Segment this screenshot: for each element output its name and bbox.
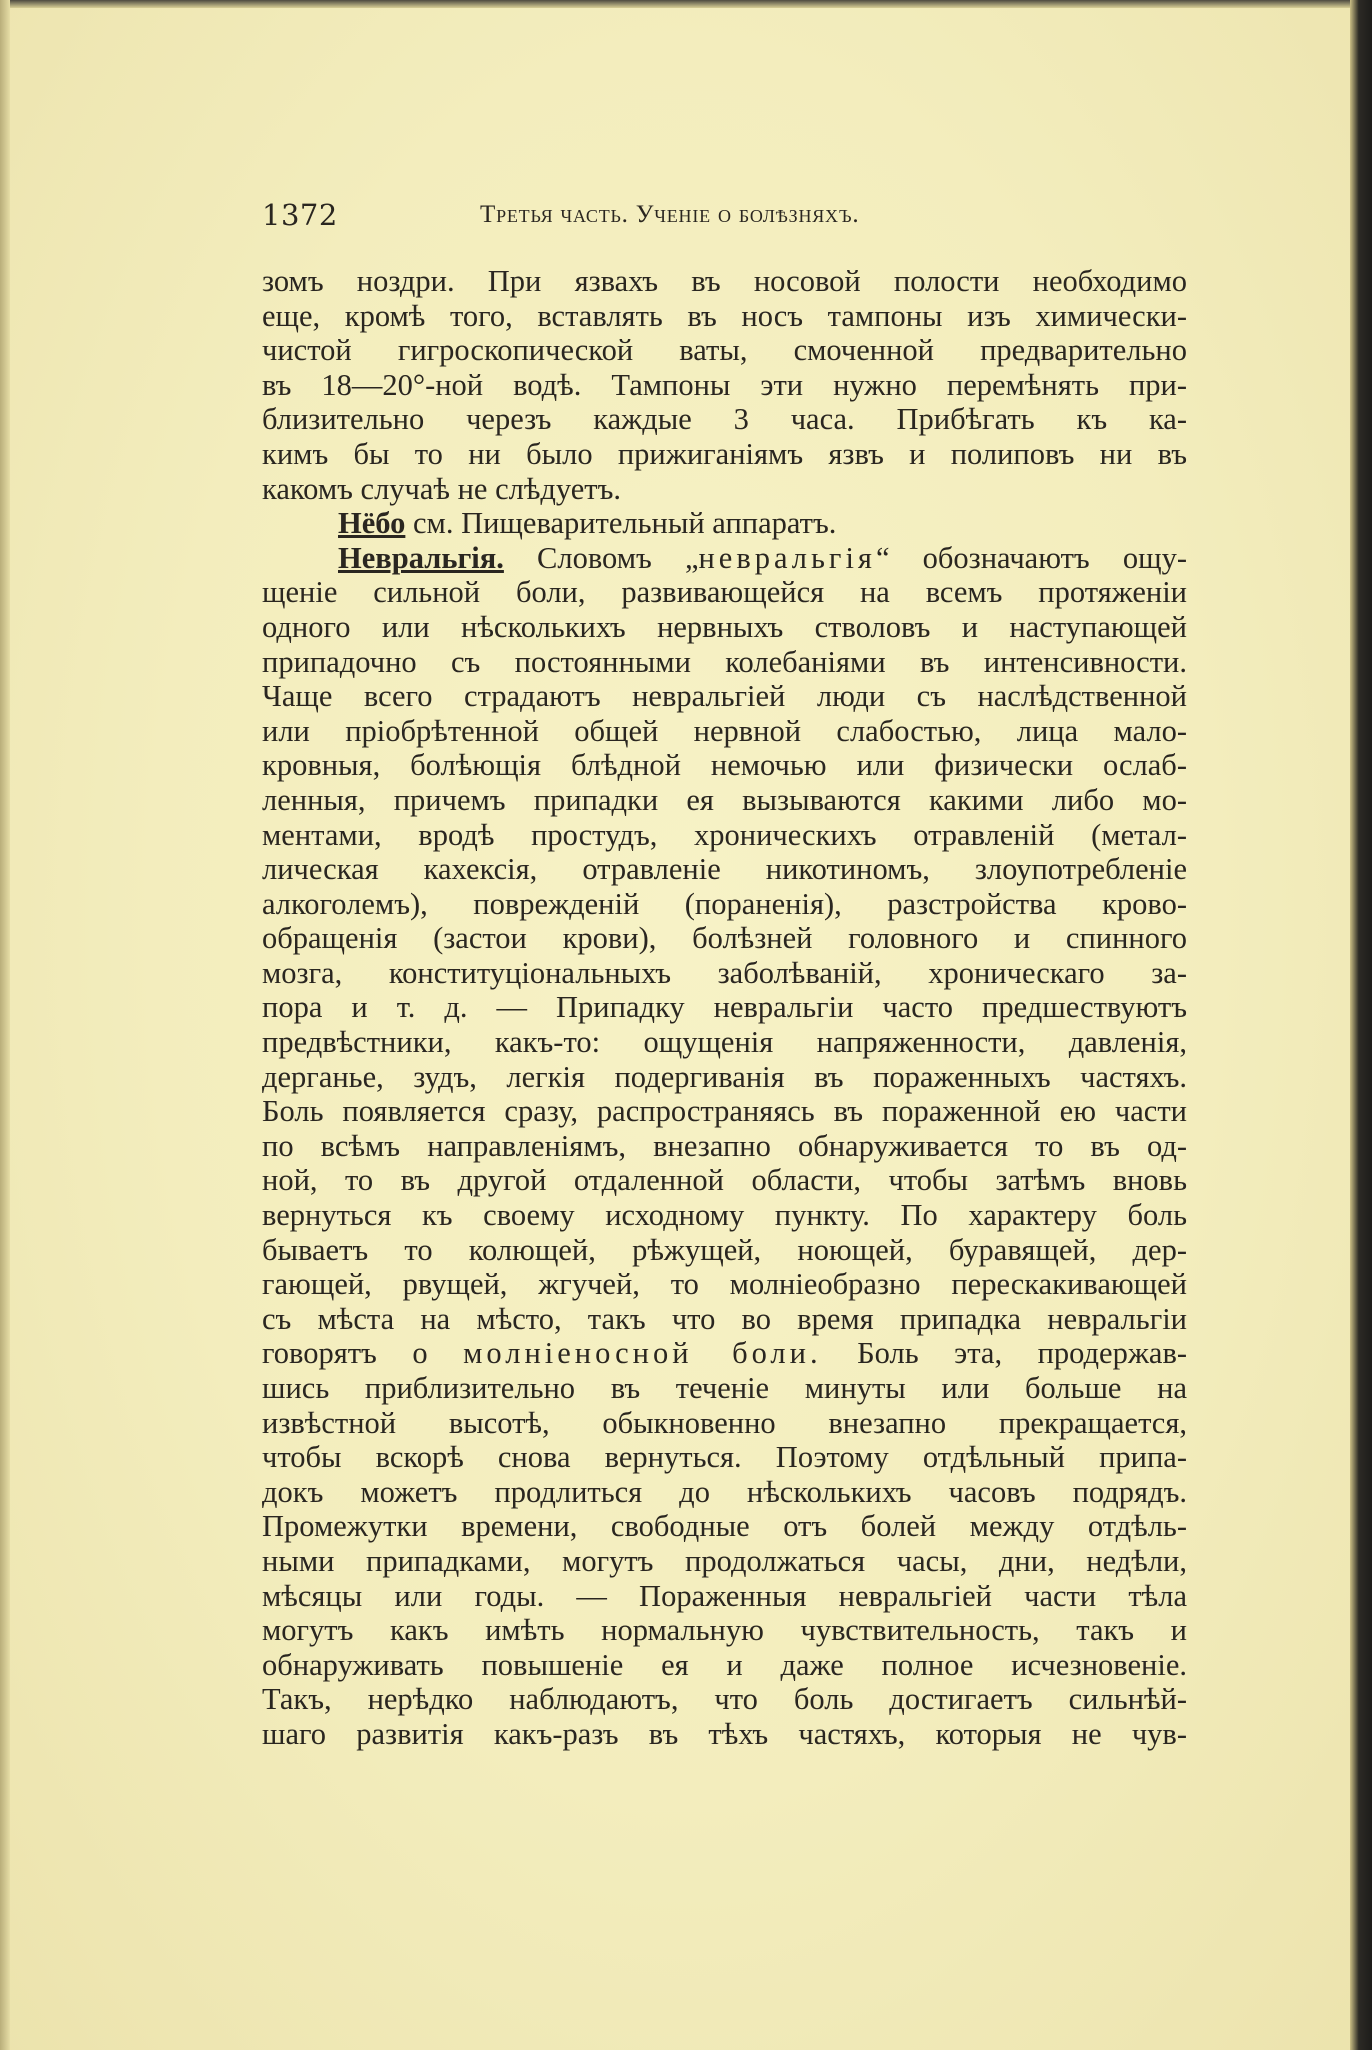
- text-line: [262, 506, 1187, 541]
- text-line: [262, 956, 1187, 991]
- text-line: [262, 645, 1187, 680]
- text-line: [262, 1060, 1187, 1095]
- text-segment: ной, то въ другой отдаленной области, чтобы затѣмъ вновь: [262, 1163, 1187, 1198]
- text-line: [262, 783, 1187, 818]
- page-left-edge: [0, 0, 10, 2050]
- text-segment: предвѣстники, какъ-то: ощущенія напряженности, давленія,: [262, 1025, 1187, 1060]
- text-line: [262, 1025, 1187, 1060]
- entry-term: Нёбо: [338, 506, 406, 541]
- text-segment: Боль эта, продержав-: [821, 1336, 1187, 1371]
- page-right-edge: [1350, 0, 1372, 2050]
- text-segment: обращенія (застои крови), болѣзней головного и спинного: [262, 921, 1187, 956]
- page-number: 1372: [262, 198, 338, 232]
- text-segment: близительно черезъ каждые 3 часа. Прибѣгать къ ка-: [262, 402, 1187, 437]
- text-segment: одного или нѣсколькихъ нервныхъ стволовъ и наступающей: [262, 609, 1187, 644]
- text-line: [262, 748, 1187, 783]
- text-segment: могутъ какъ имѣть нормальную чувствительность, такъ и: [262, 1613, 1187, 1648]
- text-line: [262, 1198, 1187, 1233]
- text-line: [262, 299, 1187, 334]
- text-segment: щеніе сильной боли, развивающейся на всемъ протяженіи: [262, 575, 1187, 610]
- text-line: [262, 1267, 1187, 1302]
- text-line: [262, 575, 1187, 610]
- text-segment: извѣстной высотѣ, обыкновенно внезапно прекращается,: [262, 1405, 1187, 1440]
- text-line: [262, 333, 1187, 368]
- text-segment: вернуться къ своему исходному пункту. По характеру боль: [262, 1198, 1187, 1233]
- text-line: [262, 1406, 1187, 1441]
- text-segment: съ мѣста на мѣсто, такъ что во время припадка невральгіи: [262, 1301, 1187, 1336]
- text-line: [262, 437, 1187, 472]
- text-segment: обнаруживать повышеніе ея и даже полное исчезновеніе.: [262, 1647, 1187, 1682]
- text-segment: зомъ ноздри. При язвахъ въ носовой полости необходимо: [262, 264, 1187, 298]
- spaced-emphasis: молніеносной боли.: [463, 1336, 822, 1371]
- text-line: [262, 1302, 1187, 1337]
- text-line: [262, 1233, 1187, 1268]
- text-segment: ленныя, причемъ припадки ея вызываются какими либо мо-: [262, 782, 1187, 817]
- text-segment: Боль появляется сразу, распространяясь въ пораженной ею части: [262, 1094, 1187, 1129]
- text-segment: чтобы вскорѣ снова вернуться. Поэтому отдѣльный припа-: [262, 1440, 1187, 1475]
- text-line: [262, 1336, 1187, 1371]
- text-line: [262, 1440, 1187, 1475]
- text-segment: ментами, вродѣ простудъ, хроническихъ отравленій (метал-: [262, 817, 1187, 852]
- text-line: [262, 1717, 1187, 1752]
- text-line: [262, 368, 1187, 403]
- text-line: [262, 1682, 1187, 1717]
- entry-term: Невральгія.: [338, 540, 504, 575]
- text-segment: по всѣмъ направленіямъ, внезапно обнаруживается то въ од-: [262, 1128, 1187, 1163]
- text-line: [262, 1163, 1187, 1198]
- page-header: [262, 198, 1182, 238]
- text-segment: Чаще всего страдаютъ невральгіей люди съ наслѣдственной: [262, 679, 1187, 714]
- text-line: [262, 1648, 1187, 1683]
- body-text: [262, 264, 1187, 1752]
- text-line: [262, 264, 1187, 299]
- text-segment: въ 18—20°-ной водѣ. Тампоны эти нужно перемѣнять при-: [262, 367, 1187, 402]
- text-line: [262, 1129, 1187, 1164]
- spaced-emphasis: невральгія: [698, 540, 876, 575]
- text-line: [262, 472, 1187, 507]
- text-segment: ными припадками, могутъ продолжаться часы, дни, недѣли,: [262, 1543, 1187, 1578]
- text-line: [262, 1544, 1187, 1579]
- text-line: [262, 610, 1187, 645]
- text-segment: какомъ случаѣ не слѣдуетъ.: [262, 471, 622, 506]
- text-segment: чистой гигроскопической ваты, смоченной предварительно: [262, 333, 1187, 368]
- text-segment: докъ можетъ продлиться до нѣсколькихъ часовъ подрядъ.: [262, 1474, 1187, 1509]
- text-segment: кровныя, болѣющія блѣдной немочью или физически ослаб-: [262, 748, 1187, 783]
- text-line: [262, 1475, 1187, 1510]
- text-segment: Такъ, нерѣдко наблюдаютъ, что боль достигаетъ сильнѣй-: [262, 1682, 1187, 1717]
- text-line: [262, 1579, 1187, 1614]
- text-segment: алкоголемъ), поврежденій (пораненія), разстройства крово-: [262, 886, 1187, 921]
- text-segment: мозга, конституціональныхъ заболѣваній, хроническаго за-: [262, 955, 1187, 990]
- text-segment: Словомъ „: [503, 540, 699, 575]
- text-line: [262, 921, 1187, 956]
- text-line: [262, 1094, 1187, 1129]
- text-line: [262, 679, 1187, 714]
- text-line: [262, 541, 1187, 576]
- text-line: [262, 887, 1187, 922]
- text-segment: гающей, рвущей, жгучей, то молніеобразно перескакивающей: [262, 1267, 1187, 1302]
- text-segment: припадочно съ постоянными колебаніями въ интенсивности.: [262, 644, 1187, 679]
- page-top-edge: [0, 0, 1372, 8]
- text-line: [262, 1371, 1187, 1406]
- text-segment: мѣсяцы или годы. — Пораженныя невральгіей части тѣла: [262, 1578, 1187, 1613]
- text-segment: шись приблизительно въ теченіе минуты или больше на: [262, 1371, 1187, 1405]
- text-segment: пора и т. д. — Припадку невральгіи часто предшествуютъ: [262, 990, 1187, 1025]
- text-segment: или пріобрѣтенной общей нервной слабостью, лица мало-: [262, 713, 1187, 748]
- text-line: [262, 1509, 1187, 1544]
- text-segment: дерганье, зудъ, легкія подергиванія въ пораженныхъ частяхъ.: [262, 1059, 1187, 1094]
- text-segment: см. Пищеварительный аппаратъ.: [405, 506, 837, 541]
- text-line: [262, 990, 1187, 1025]
- text-segment: “ обозначаютъ ощу-: [875, 540, 1187, 575]
- text-line: [262, 714, 1187, 749]
- running-head: Третья часть. Ученіе о болѣзняхъ.: [480, 201, 860, 228]
- text-line: [262, 818, 1187, 853]
- text-segment: говорятъ о: [262, 1336, 464, 1371]
- text-segment: лическая кахексія, отравленіе никотиномъ, злоупотребленіе: [262, 852, 1187, 887]
- text-line: [262, 402, 1187, 437]
- text-segment: кимъ бы то ни было прижиганіямъ язвъ и полиповъ ни въ: [262, 436, 1187, 471]
- text-line: [262, 1613, 1187, 1648]
- text-line: [262, 852, 1187, 887]
- text-segment: бываетъ то колющей, рѣжущей, ноющей, буравящей, дер-: [262, 1232, 1187, 1267]
- text-segment: Промежутки времени, свободные отъ болей между отдѣль-: [262, 1509, 1187, 1544]
- text-segment: еще, кромѣ того, вставлять въ носъ тампоны изъ химически-: [262, 298, 1187, 333]
- text-segment: шаго развитія какъ-разъ въ тѣхъ частяхъ, которыя не чув-: [262, 1716, 1187, 1751]
